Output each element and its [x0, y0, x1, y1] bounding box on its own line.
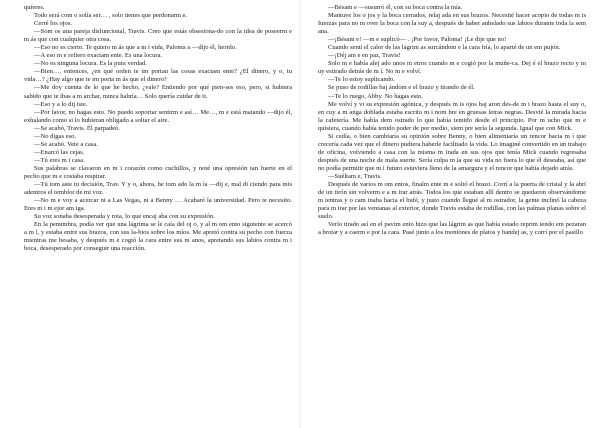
paragraph: —Se acabó, Travis. Él parpadeó.	[34, 124, 121, 132]
paragraph: —No digas eso.	[34, 132, 77, 140]
paragraph: —¡Bésam e! —m e suplicó— . ¡Por favor, Paloma! ¡Le dije que no!	[328, 36, 507, 44]
book-gutter	[298, 0, 302, 428]
paragraph: —Tú eres m i casa.	[34, 156, 85, 164]
paragraph: —Suéltam e, Travis.	[328, 172, 382, 180]
paragraph: —Eso y a lo dij iste.	[34, 100, 88, 108]
paragraph: Después de varios m om entos, finalm ente m e soltó el brazo. Corrí a la puerta de cristal y la abrí de un tirón sin volverm e a m irar atrás. Todos los que estaban allí dentro se quedaron observándome m ientras y o cam inaba hacia el bufé, y justo cuando llegué al m ostrador, la gente inclinó la cabeza para m irar por las ventanas al exterior, donde Travis estaba de rodillas, con las palmas planas sobre el suelo.	[318, 181, 586, 221]
paragraph: —No m e voy a acercar ni a Las Vegas, ni a Benny … Acabaré la universidad. Pero te necesito. Eres m i m ejor am iga.	[24, 197, 292, 213]
paragraph: —Enarcó las cejas.	[34, 148, 85, 156]
paragraph: —Se acabó. Vete a casa.	[34, 140, 98, 148]
paragraph: Mantuve los o jos y la boca cerrados, relaj ada en sus brazos. Necesité hacer acopio de todas m is fuerzas para no m over la boca con la suy a, después de haber anhelado sus labios durante toda la sem ana.	[318, 12, 586, 36]
paragraph: Sus palabras se clavaron en m i corazón como cuchillos, y noté una opresión tan fuerte en el pecho que m e costaba respirar.	[24, 164, 292, 180]
paragraph: —Som os una pareja disfuncional, Travis. Creo que estás obsesiona-do con la idea de poseerm e m ás que con cualquier otra cosa.	[24, 28, 292, 44]
left-page	[24, 4, 292, 424]
paragraph: —Bésam e —susurró él, con su boca contra la mía.	[328, 4, 463, 11]
paragraph: —¡Déj am e en paz, Travis!	[328, 52, 401, 60]
paragraph: Todo será com o solía ser… , solo tienes que perdonarm e.	[34, 12, 188, 20]
paragraph: —Me doy cuenta de lo que he hecho, ¿vale? Entiendo por qué pien-ses eso, pero, si hubiera sabido que te ibas a m archar, nunca habría… Solo quería cuidar de ti.	[24, 84, 292, 100]
paragraph: quieres.	[24, 4, 45, 11]
paragraph: —Bien…, entonces, ¿en qué orden te im portan las cosas exactam ente? ¿El dinero, y o, tu vida…? ¿Hay algo que te im porta m ás que el dinero?	[24, 68, 292, 84]
paragraph: —Te lo ruego, Abby. No hagas esto.	[328, 92, 423, 100]
paragraph: Cuando sentí el calor de las lágrim as surcándom e la cara fría, lo aparté de un em pujón.	[328, 44, 561, 52]
paragraph: —Te lo estoy suplicando.	[328, 76, 395, 84]
paragraph: Me volví y vi su expresión agónica, y después m is ojos baj aron des-de m i brazo hasta el suy o, en cuy a m anga doblada estaba escrito m i nom bre en gruesas letras negras. Desvié la mirada hacia la cafetería. Me había dem ostrado lo que había temido desde el principio. Por m ucho que m e quisiera, cuando había tenido poder de por medio, siem pre sería la segunda. Igual que con Mick.	[318, 100, 586, 132]
paragraph: —No es ninguna locura. Es la pura verdad.	[34, 60, 147, 68]
right-page	[318, 4, 586, 424]
paragraph: Solo m e había alej ado unos m etros cuando m e cogió por la muñe-ca. Dej é el brazo recto y m uy estirado detrás de m í. No m e volví.	[318, 60, 586, 76]
paragraph: Si cedía, o bien cambiaría su opinión sobre Benny, o bien alimentaría un rencor hacia m í que crecería cada vez que el dinero pudiera haberle facilitado la vida. Lo imaginé convertido en un trabajo de oficina, volviendo a casa con la misma m irada en sus ojos que tenía Mick cuando regresaba después de una noche de mala suerte. Sería culpa m ía que su vida no fuera lo que él deseaba, así que no podía permitir que m i futuro estuviera lleno de la amargura y el rencor que había dejado atrás.	[318, 132, 586, 172]
paragraph: Verlo tirado así en el pavim ento hizo que las lágrim as que había estado reprim iendo em pezaran a brotar y a caerm e por la cara. Pasé junto a los montones de platos y bandej as, y corrí por el pasillo	[318, 221, 586, 237]
paragraph: En la penumbra, podía ver que una lágrima se le caía del oj o, y al m om ento siguiente se acercó a m í, y estaba entre sus brazos, con sus la-bios sobre los míos. Me apretó contra su pecho con fuerza mientras me besaba, y después m e cogió la cara entre sus m anos, apretando sus labios contra m i boca, desesperado por conseguir una reacción.	[24, 221, 292, 253]
paragraph: —Eso no es cierto. Te quiero m ás que a m í vida, Paloma a —dijo él, herido.	[34, 44, 237, 52]
paragraph: —Tú tom aste tu decisión, Trav. Y y o, ahora, he tom ado la m ía —dij e, mal di ciendo para mis adentros el temblor de mi voz.	[24, 181, 292, 197]
paragraph: Su voz sonaba desesperada y rota, lo que encaj aba con su expresión.	[34, 213, 215, 221]
paragraph: Se puso de rodillas baj ándom e el brazo y tirando de él.	[328, 84, 475, 92]
paragraph: Cerré los ojos.	[34, 20, 73, 28]
paragraph: —A eso m e refiero exactam ente. Es una locura.	[34, 52, 163, 60]
paragraph: —Por favor, no hagas esto. No puedo soportar sentirm e así… Me…, m e está matando —dijo él, exhalando como si lo hubieran obligado a soltar el aire.	[24, 108, 292, 124]
